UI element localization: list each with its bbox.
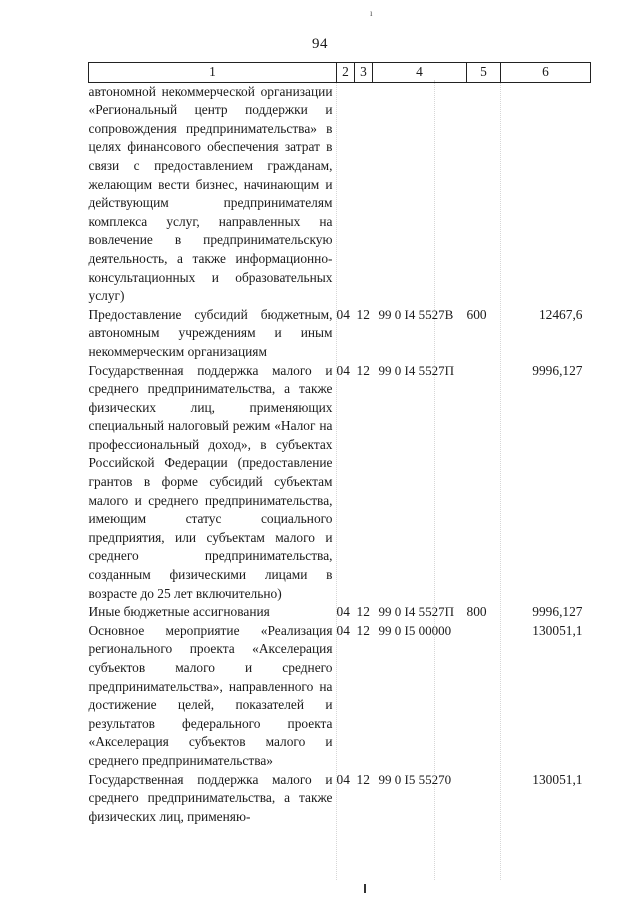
row-section-code: 04 xyxy=(336,362,350,378)
table-row xyxy=(89,82,591,306)
row-expense-type xyxy=(467,771,501,827)
column-header-6: 6 xyxy=(501,63,591,83)
row-target-article: 99 0 I4 5527П xyxy=(378,362,454,378)
row-section-code: 04 xyxy=(336,771,350,787)
column-header-1: 1 xyxy=(89,63,337,83)
row-name: автономной некоммерческой организации «Региональный центр поддержки и сопровождения предпринимательства» в целях финансового обеспечения затрат в связи с предоставлением гражданам, желающим вести бизнес, начинающим и действующим предпринимателям комплекса услуг, направленных на вовлечение в предпринимательскую деятельность, а также информационно-консультационных и образовательных услуг) xyxy=(88,83,333,304)
row-subsection-code: 12 xyxy=(356,622,370,638)
row-name: Государственная поддержка малого и среднего предпринимательства, а также физических лиц, применяю- xyxy=(88,771,333,824)
row-amount: 12467,6 xyxy=(538,306,583,322)
budget-table xyxy=(88,62,591,826)
row-target-article: 99 0 I5 00000 xyxy=(378,622,452,638)
row-target-article: 99 0 I5 55270 xyxy=(378,771,452,787)
row-target-article: 99 0 I4 5527П xyxy=(378,604,454,620)
row-subsection-code xyxy=(355,82,373,306)
row-amount: 9996,127 xyxy=(532,362,583,378)
row-subsection-code: 12 xyxy=(356,306,370,322)
row-subsection-code: 12 xyxy=(356,771,370,787)
column-header-5: 5 xyxy=(467,63,501,83)
scan-mark: ı xyxy=(370,8,373,18)
row-section-code xyxy=(337,82,355,306)
row-name: Иные бюджетные ассигнования xyxy=(88,604,270,620)
scan-mark xyxy=(364,884,366,893)
row-section-code: 04 xyxy=(336,306,350,322)
row-amount xyxy=(501,82,591,306)
column-header-2: 2 xyxy=(337,63,355,83)
table-row xyxy=(89,306,591,362)
row-expense-type xyxy=(467,362,501,604)
row-subsection-code: 12 xyxy=(356,604,370,620)
column-header-3: 3 xyxy=(355,63,373,83)
row-amount: 130051,1 xyxy=(532,622,583,638)
row-expense-type: 600 xyxy=(466,306,487,322)
row-amount: 9996,127 xyxy=(532,604,583,620)
page-number: 94 xyxy=(312,36,328,52)
row-name: Основное мероприятие «Реализация регионального проекта «Акселерация субъектов малого и среднего предпринимательства», направленного на достижение целей, показателей и результатов федерального проекта «Акселерация субъектов малого и среднего предпринимательства» xyxy=(88,622,333,768)
table-row xyxy=(89,622,591,771)
table-row xyxy=(89,603,591,622)
table-row xyxy=(89,362,591,604)
row-expense-type xyxy=(467,622,501,771)
row-section-code: 04 xyxy=(336,604,350,620)
column-header-4: 4 xyxy=(373,63,467,83)
row-expense-type xyxy=(467,82,501,306)
row-target-article xyxy=(373,82,467,306)
row-expense-type: 800 xyxy=(466,604,487,620)
row-target-article: 99 0 I4 5527B xyxy=(378,306,454,322)
row-name: Предоставление субсидий бюджетным, автономным учреждениям и иным некоммерческим организациям xyxy=(88,306,333,359)
table-row xyxy=(89,771,591,827)
row-subsection-code: 12 xyxy=(356,362,370,378)
table-header-row xyxy=(89,63,591,83)
row-name: Государственная поддержка малого и среднего предпринимательства, а также физических лиц, применяющих специальный налоговый режим «Налог на профессиональный доход», в субъектах Российской Федерации (предоставление грантов в форме субсидий субъектам малого и среднего предпринимательства, имеющим статус социального предприятия, или субъектам малого и среднего предпринимательства, созданным физическими лицами в возрасте до 25 лет включительно) xyxy=(88,362,333,601)
row-section-code: 04 xyxy=(336,622,350,638)
row-amount: 130051,1 xyxy=(532,771,583,787)
